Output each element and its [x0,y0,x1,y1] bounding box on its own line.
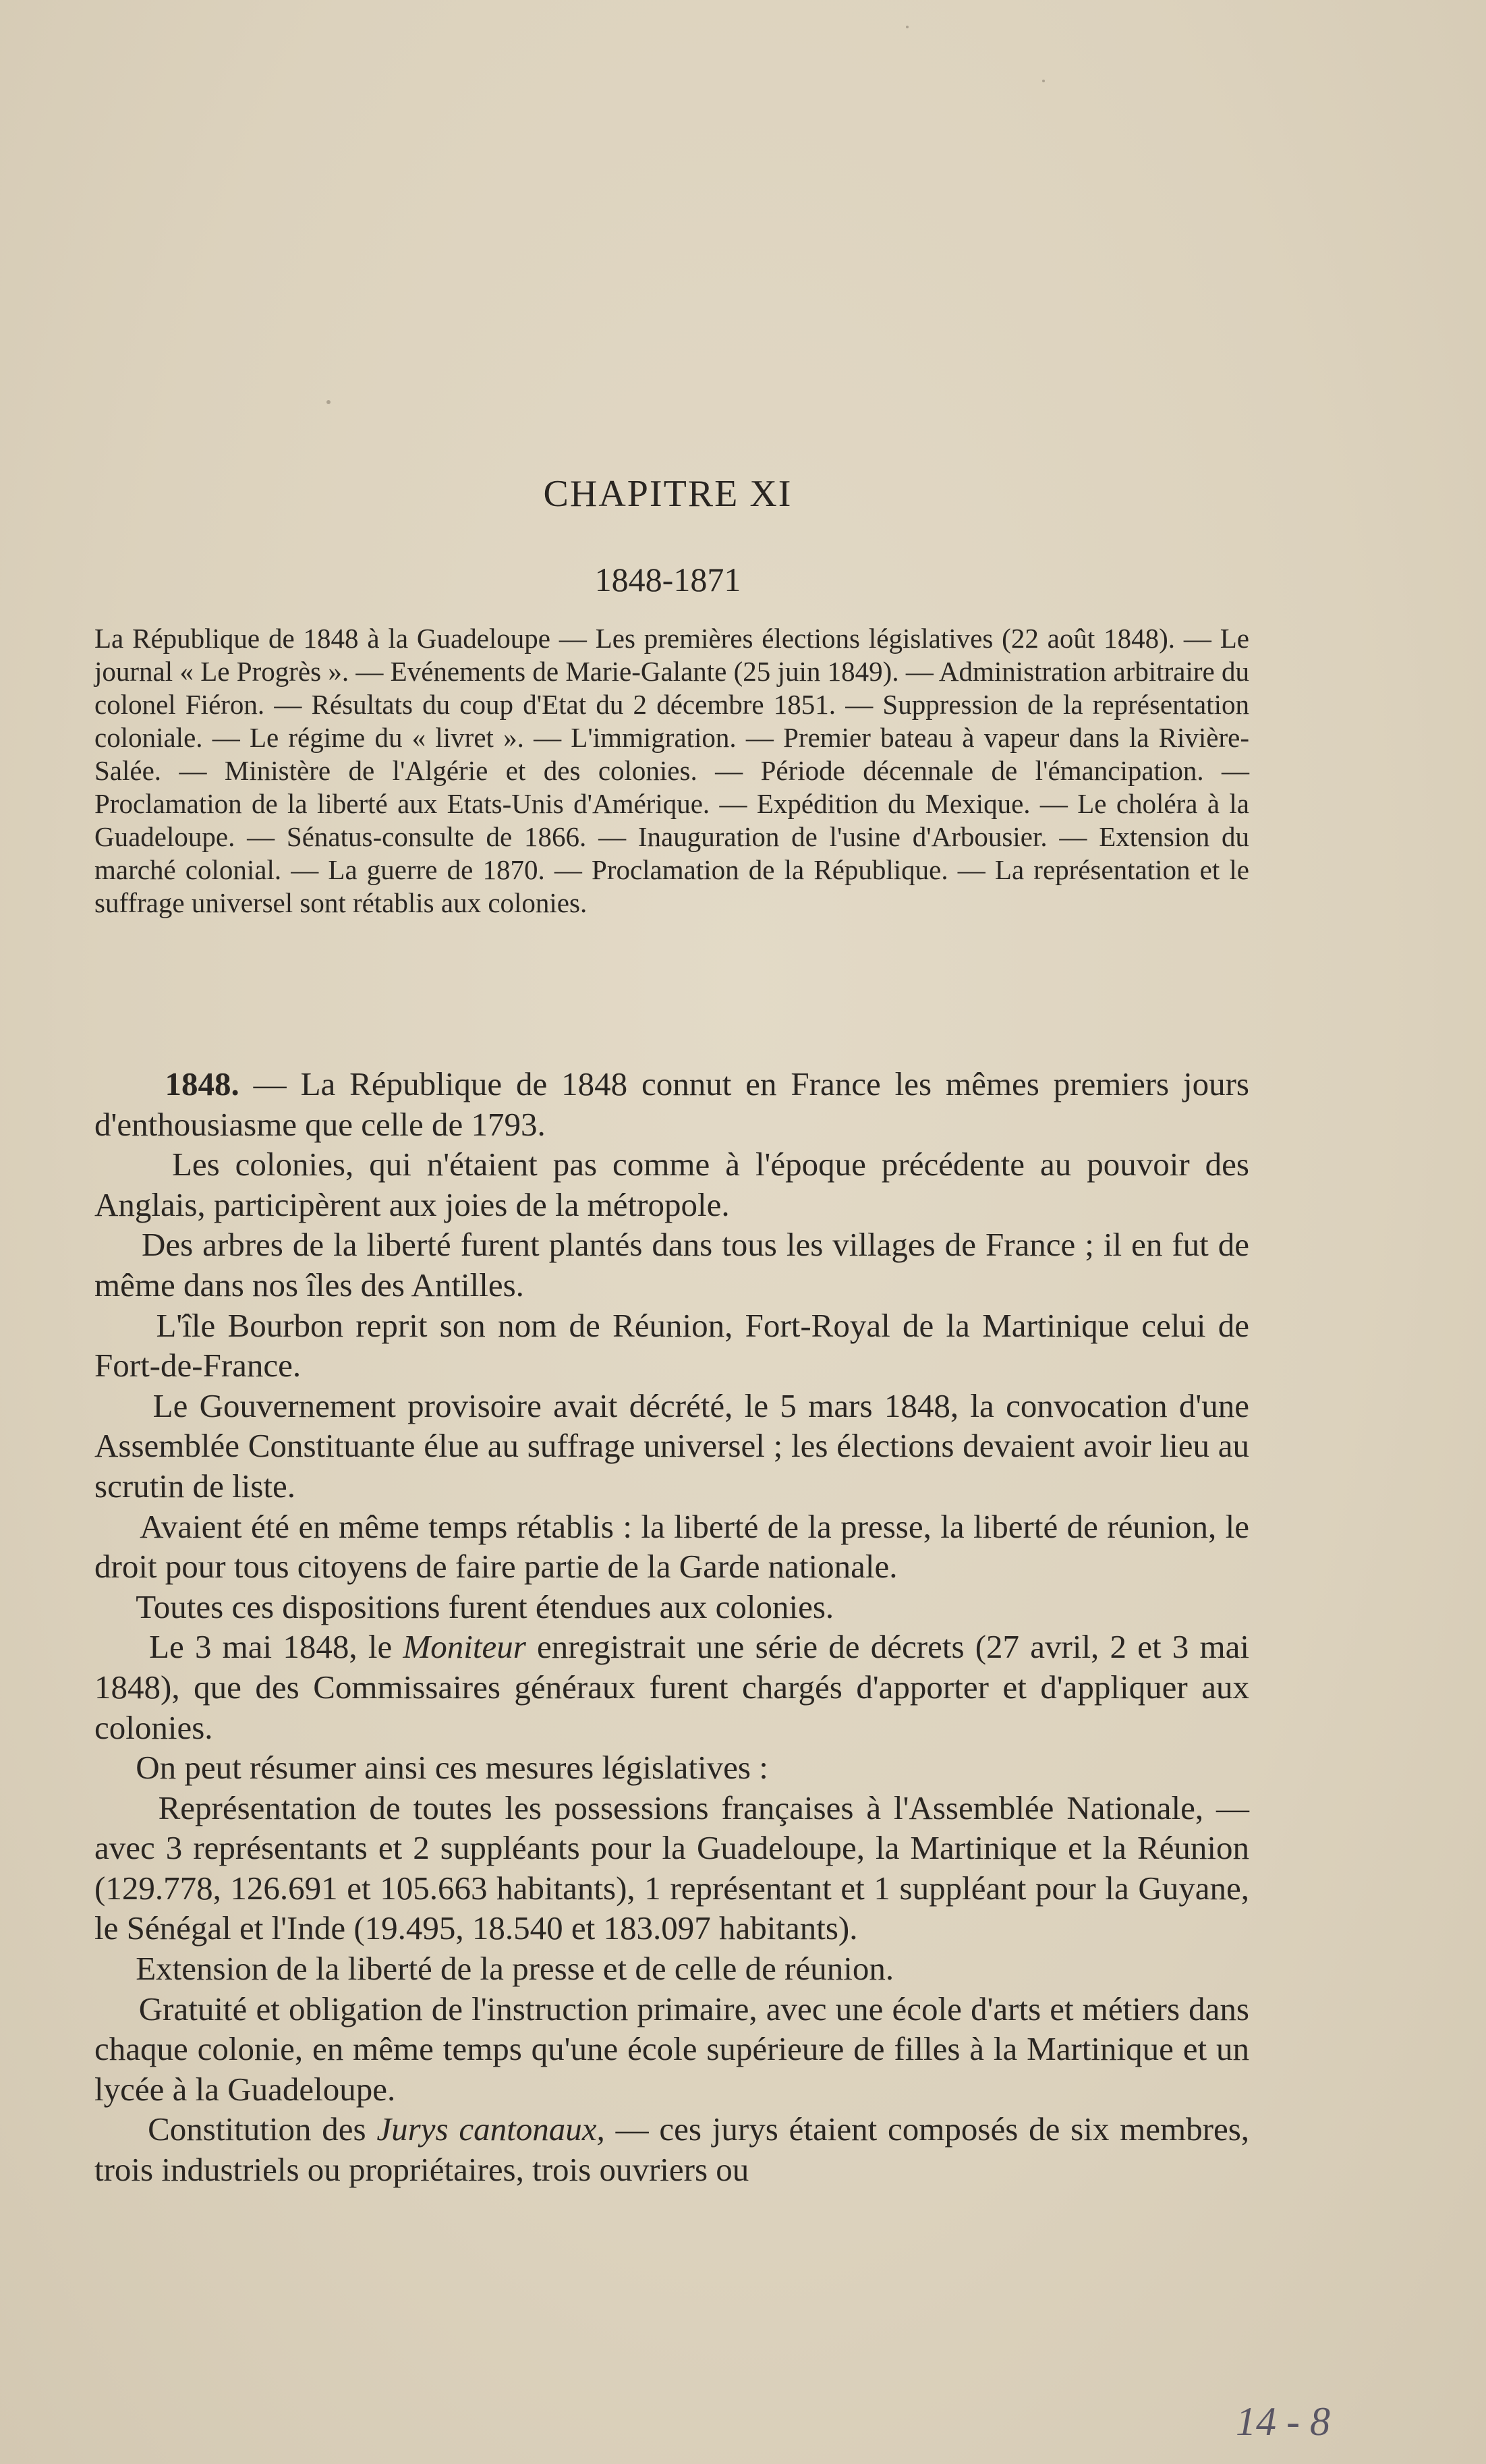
paragraph [94,1949,1249,1989]
paragraph [94,1306,1249,1386]
newspaper-title: Moniteur [403,1628,526,1666]
handwritten-page-note: 14 - 8 [1236,2399,1330,2444]
paragraph-text: Gratuité et obligation de l'instruction primaire, avec une école d'arts et métiers dans chaque colonie, en même temps qu'une école supérieure de filles à la Martinique et un lycée à la Guadeloupe. [94,1990,1249,2108]
paragraph [94,1989,1249,2110]
paragraph [94,1747,1249,1788]
paragraph [94,1587,1249,1627]
paragraph-text: Toutes ces dispositions furent étendues aux colonies. [136,1588,834,1625]
paper-speck [1042,80,1045,82]
paragraph-text: Avaient été en même temps rétablis : la liberté de la presse, la liberté de réunion, le droit pour tous citoyens de faire partie de la Garde nationale. [94,1507,1249,1586]
paragraph-text: Extension de la liberté de la presse et de celle de réunion. [136,1950,894,1988]
paragraph-text: Le 3 mai 1848, le [149,1628,403,1666]
paragraph-text: Représentation de toutes les possessions françaises à l'Assemblée Nationale, — avec 3 représentants et 2 suppléants pour la Guadeloupe, la Martinique et la Réunion (129.778, 126.691 et 105.663 habitants), 1 représentant et 1 suppléant pour la Guyane, le Sénégal et l'Inde (19.495, 18.540 et 183.097 habitants). [94,1789,1249,1947]
paragraph [94,2109,1249,2189]
paragraph [94,1386,1249,1507]
paragraph [94,1064,1249,1144]
paper-speck [906,26,909,28]
paragraph [94,1144,1249,1225]
paragraph [94,1788,1249,1949]
paragraph-text: Constitution des [148,2110,377,2148]
body-text [94,1064,1249,2190]
paper-speck [326,400,331,404]
chapter-years: 1848-1871 [594,561,741,598]
paragraph [94,1627,1249,1747]
paragraph-text: Les colonies, qui n'étaient pas comme à l'époque précédente au pouvoir des Anglais, participèrent aux joies de la métropole. [94,1146,1249,1223]
paragraph [94,1507,1249,1587]
paragraph-text: — La République de 1848 connut en France les mêmes premiers jours d'enthousiasme que celle de 1793. [94,1065,1250,1143]
chapter-title: CHAPITRE XI [543,473,793,515]
paragraph-text: — ces jurys étaient composés de six membres, trois industriels ou propriétaires, trois ouvriers ou [94,2110,1250,2189]
paragraph [94,1225,1249,1305]
paragraph-text: Le Gouvernement provisoire avait décrété, le 5 mars 1848, la convocation d'une Assemblée Constituante élue au suffrage universel ; les élections devaient avoir lieu au scrutin de liste. [94,1387,1249,1505]
paragraph-text: On peut résumer ainsi ces mesures législatives : [136,1749,768,1787]
year-heading: 1848. [165,1065,239,1102]
paragraph-text: enregistrait une série de décrets (27 avril, 2 et 3 mai 1848), que des Commissaires généraux furent chargés d'apporter et d'appliquer aux colonies. [94,1628,1249,1746]
chapter-summary: La République de 1848 à la Guadeloupe — Les premières élections législatives (22 août 1848). — Le journal « Le Progrès ». — Evénements de Marie-Galante (25 juin 1849). — Administration arbitraire du colonel Fiéron. — Résultats du coup d'Etat du 2 décembre 1851. — Suppression de la représentation coloniale. — Le régime du « livret ». — L'immigration. — Premier bateau à vapeur dans la Rivière-Salée. — Ministère de l'Algérie et des colonies. — Période décennale de l'émancipation. — Proclamation de la liberté aux Etats-Unis d'Amérique. — Expédition du Mexique. — Le choléra à la Guadeloupe. — Sénatus-consulte de 1866. — Inauguration de l'usine d'Arbousier. — Extension du marché colonial. — La guerre de 1870. — Proclamation de la République. — La représentation et le suffrage universel sont rétablis aux colonies. [94,623,1249,918]
paragraph-text: Des arbres de la liberté furent plantés dans tous les villages de France ; il en fut de même dans nos îles des Antilles. [94,1226,1249,1304]
paragraph-text: L'île Bourbon reprit son nom de Réunion, Fort-Royal de la Martinique celui de Fort-de-France. [94,1306,1249,1384]
emphasized-term: Jurys cantonaux, [376,2110,605,2148]
